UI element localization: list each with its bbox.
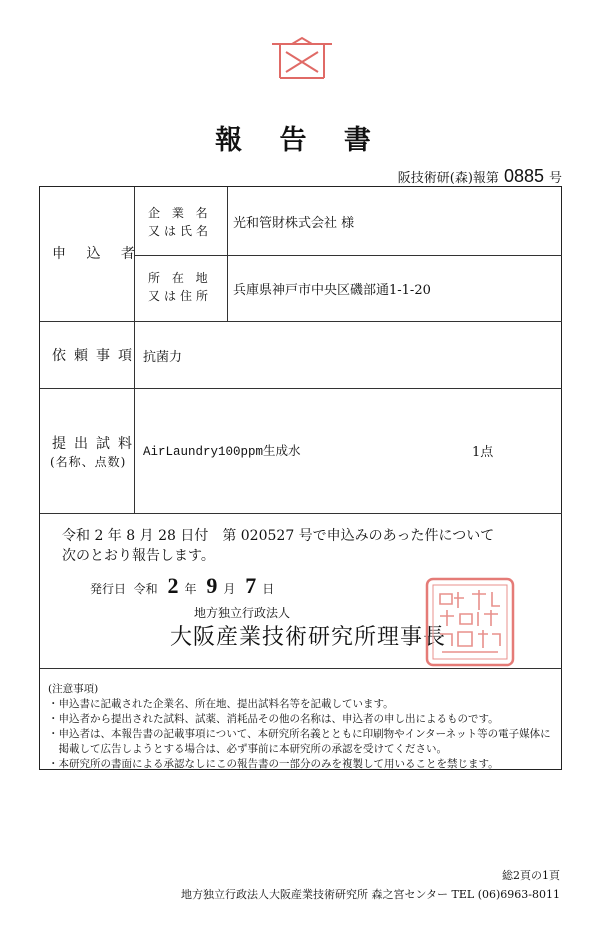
row-divider xyxy=(40,321,562,322)
notes-heading: (注意事項) xyxy=(48,683,99,695)
note-item: ・本研究所の書面による承認なしにこの報告書の一部分のみを複製して用いることを禁じます。 xyxy=(48,758,499,770)
issue-month-unit: 月 xyxy=(223,582,236,596)
row-divider xyxy=(40,513,562,514)
issue-year: 2 xyxy=(167,573,179,598)
company-label: 企 業 名 又は氏名 xyxy=(148,206,213,238)
issue-day: 7 xyxy=(245,573,257,598)
address-value: 兵庫県神戸市中央区磯部通1-1-20 xyxy=(233,283,431,298)
issue-month: 9 xyxy=(206,573,218,598)
issue-year-unit: 年 xyxy=(184,582,197,596)
row-divider xyxy=(40,388,562,389)
page-title: 報 告 書 xyxy=(215,125,385,156)
page-info: 総2頁の1頁 xyxy=(502,869,560,882)
sample-value: AirLaundry100ppm生成水 xyxy=(143,445,301,459)
issue-day-unit: 日 xyxy=(262,582,275,596)
request-label: 依頼事項 xyxy=(52,348,140,364)
issue-date xyxy=(90,573,274,599)
notes-section xyxy=(48,682,553,772)
doc-number-value: 0885 xyxy=(503,166,544,186)
row-divider xyxy=(40,668,562,669)
note-item: ・申込者から提出された試料、試薬、消耗品その他の名称は、申込者の申し出によるものです。 xyxy=(48,713,499,725)
request-value: 抗菌力 xyxy=(143,350,183,365)
institution-name: 大阪産業技術研究所理事長 xyxy=(170,625,447,650)
footer-contact: 地方独立行政法人大阪産業技術研究所 森之宮センター TEL (06)6963-8011 xyxy=(180,888,560,901)
institution-type: 地方独立行政法人 xyxy=(194,606,291,620)
statement-line-2: 次のとおり報告します。 xyxy=(62,548,215,564)
address-label: 所 在 地 又は住所 xyxy=(148,271,213,303)
note-item: ・申込書に記載された企業名、所在地、提出試料名等を記載しています。 xyxy=(48,698,394,710)
doc-number-prefix: 阪技術研(森)報第 xyxy=(397,171,499,186)
doc-number-suffix: 号 xyxy=(548,171,562,186)
issue-era: 令和 xyxy=(133,582,158,596)
document-number xyxy=(398,166,562,187)
issue-date-label: 発行日 xyxy=(90,582,127,596)
note-item: 掲載して広告しようとする場合は、必ず事前に本研究所の承認を受けてください。 xyxy=(48,743,447,755)
column-divider xyxy=(227,187,228,321)
note-item: ・申込者は、本報告書の記載事項について、本研究所名義とともに印刷物やインターネット等の電子媒体に xyxy=(48,728,551,740)
official-seal-icon xyxy=(424,576,516,668)
row-divider xyxy=(134,255,562,256)
top-stamp-icon xyxy=(266,34,338,86)
sample-label: 提出試料 xyxy=(52,436,140,452)
company-value: 光和管財株式会社 様 xyxy=(233,216,355,231)
applicant-label: 申 込 者 xyxy=(52,246,143,262)
statement-line-1: 令和 2 年 8 月 28 日付 第 020527 号で申込みのあった件について xyxy=(62,528,495,544)
sample-sublabel: (名称、点数) xyxy=(50,455,127,469)
sample-count: 1点 xyxy=(472,445,494,460)
